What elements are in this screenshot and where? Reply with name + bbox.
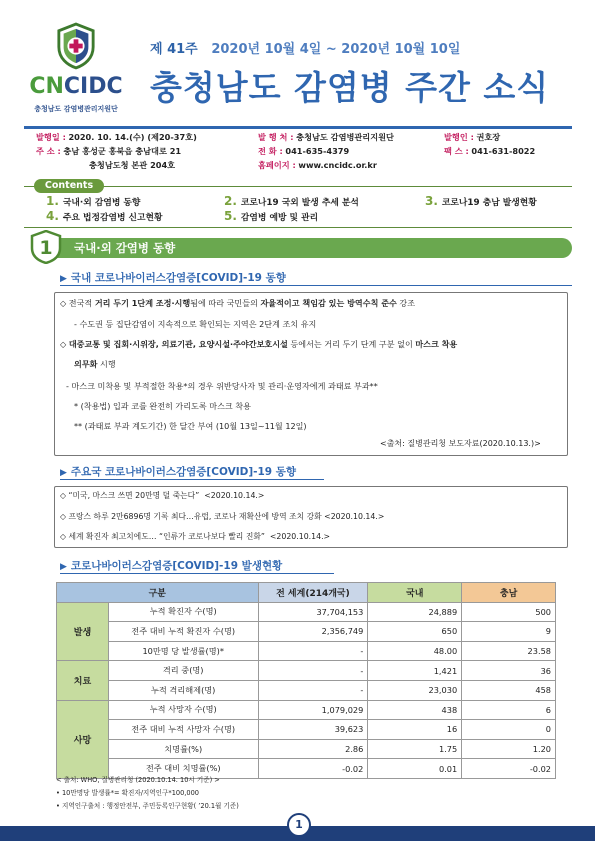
domestic-line-6: * (착용법) 입과 코를 완전히 가리도록 마스크 착용 bbox=[74, 401, 251, 411]
section-number: 1 bbox=[39, 237, 53, 259]
table-row: 10만명 당 발생률(명)* - 48.00 23.58 bbox=[57, 641, 556, 661]
address-line-1: 충남 홍성군 홍북읍 충남대로 21 bbox=[63, 146, 182, 156]
subsection-underline bbox=[60, 573, 334, 574]
group-treatment: 치료 bbox=[57, 661, 109, 700]
table-row: 치명률(%) 2.86 1.75 1.20 bbox=[57, 739, 556, 759]
contents-item-5[interactable]: 5. 감염병 예방 및 관리 bbox=[224, 209, 319, 223]
group-occurrence: 발생 bbox=[57, 602, 109, 661]
covid-status-table bbox=[56, 582, 556, 779]
cncidc-logo bbox=[28, 20, 124, 120]
subsection-underline bbox=[60, 285, 572, 286]
table-row: 전주 대비 누적 확진자 수(명) 2,356,749 650 9 bbox=[57, 622, 556, 642]
table-row: 치료 격리 중(명) - 1,421 36 bbox=[57, 661, 556, 681]
contents-tag: Contents bbox=[34, 179, 104, 193]
issue-line bbox=[150, 38, 460, 57]
info-col-3 bbox=[444, 130, 535, 158]
header-chungnam: 충남 bbox=[462, 583, 556, 603]
fax-number: 041-631-8022 bbox=[471, 146, 536, 156]
issue-date: 2020. 10. 14.(수) (제20-37호) bbox=[68, 132, 197, 142]
homepage-label: 홈페이지 : bbox=[258, 160, 296, 170]
header-domestic: 국내 bbox=[368, 583, 462, 603]
news-item-1[interactable]: ◇ “미국, 마스크 쓰면 20만명 덜 죽는다” <2020.10.14.> bbox=[60, 491, 265, 500]
domestic-line-4: 의무화 시행 bbox=[74, 359, 116, 369]
domestic-line-1: ◇ 전국적 거리 두기 1단계 조정·시행됨에 따라 국민들의 자율적이고 책임감 있는 방역수칙 준수 강조 bbox=[60, 298, 416, 308]
contents-item-4[interactable]: 4. 주요 법정감염병 신고현황 bbox=[46, 209, 163, 223]
group-death: 사망 bbox=[57, 700, 109, 778]
table-row: 발생 누적 확진자 수(명) 37,704,153 24,889 500 bbox=[57, 602, 556, 622]
subsection-domestic-title: ▶ 국내 코로나바이러스감염증[COVID]-19 동향 bbox=[60, 272, 286, 284]
publisher-org-label: 발 행 처 : bbox=[258, 132, 294, 142]
page-title: 충청남도 감염병 주간 소식 bbox=[150, 68, 550, 107]
news-item-3[interactable]: ◇ 세계 확진자 최고치에도… “인류가 코로나보다 빨리 진화” <2020.10.14.> bbox=[60, 532, 331, 541]
table-footnote-source: < 출처: WHO, 질병관리청 (2020.10.14. 10시 기준) > bbox=[56, 776, 220, 784]
info-col-1 bbox=[36, 130, 197, 172]
domestic-line-7: ** (과태료 부과 계도기간) 한 달간 부여 (10월 13일~11월 12일) bbox=[74, 421, 307, 431]
subsection-underline bbox=[60, 479, 324, 480]
logo-subtitle: 충청남도 감염병관리지원단 bbox=[34, 105, 118, 113]
date-range: 2020년 10월 4일 ~ 2020년 10월 10일 bbox=[211, 42, 461, 57]
publisher-name: 권호장 bbox=[476, 132, 501, 142]
contents-item-1[interactable]: 1. 국내·외 감염병 동향 bbox=[46, 194, 141, 208]
news-item-2[interactable]: ◇ 프랑스 하루 2만6896명 기록 최다…유럽, 코로나 재확산에 방역 조치 강화 <2020.10.14.> bbox=[60, 512, 385, 521]
publisher-org: 충청남도 감염병관리지원단 bbox=[296, 132, 394, 142]
phone-label: 전 화 : bbox=[258, 146, 283, 156]
section-number-badge bbox=[30, 230, 62, 264]
homepage-link[interactable]: www.cncidc.or.kr bbox=[298, 160, 377, 170]
address-line-2: 충청남도청 본관 204호 bbox=[89, 160, 176, 170]
publisher-label: 발행인 : bbox=[444, 132, 474, 142]
domestic-line-2: - 수도권 등 집단감염이 지속적으로 확인되는 지역은 2단계 조치 유지 bbox=[74, 319, 317, 329]
table-row: 전주 대비 누적 사망자 수(명) 39,623 16 0 bbox=[57, 720, 556, 740]
table-footnote-population: • 지역인구출처 : 행정안전부, 주민등록인구현황( ’20.1월 기준) bbox=[56, 802, 239, 810]
shield-icon bbox=[56, 22, 96, 70]
logo-wordmark: CNCIDC bbox=[29, 74, 123, 99]
table-row: 전주 대비 치명률(%) -0.02 0.01 -0.02 bbox=[57, 759, 556, 779]
header-divider bbox=[24, 126, 572, 129]
phone-number: 041-635-4379 bbox=[285, 146, 350, 156]
page-number: 1 bbox=[287, 813, 311, 837]
subsection-global-title: ▶ 주요국 코로나바이러스감염증[COVID]-19 동향 bbox=[60, 466, 297, 478]
contents-item-3[interactable]: 3. 코로나19 충남 발생현황 bbox=[425, 194, 537, 208]
domestic-source: <출처: 질병관리청 보도자료(2020.10.13.)> bbox=[380, 439, 541, 448]
table-footnote-rate: • 10만명당 발생률*= 확진자/지역인구*100,000 bbox=[56, 789, 199, 797]
info-col-2 bbox=[258, 130, 394, 172]
address-label: 주 소 : bbox=[36, 146, 61, 156]
triangle-right-icon: ▶ bbox=[60, 562, 67, 572]
subsection-status-title: ▶ 코로나바이러스감염증[COVID]-19 발생현황 bbox=[60, 560, 283, 572]
domestic-line-3: ◇ 대중교통 및 집회·시위장, 의료기관, 요양시설·주야간보호시설 등에서는 거리 두기 단계 구분 없이 마스크 착용 bbox=[60, 339, 458, 349]
issue-date-label: 발행일 : bbox=[36, 132, 66, 142]
table-header-row bbox=[57, 583, 556, 603]
header-world: 전 세계(214개국) bbox=[258, 583, 368, 603]
triangle-right-icon: ▶ bbox=[60, 468, 67, 478]
domestic-line-5: - 마스크 미착용 및 부적절한 착용*의 경우 위반당사자 및 관리·운영자에게 과태료 부과** bbox=[66, 381, 378, 391]
contents-item-2[interactable]: 2. 코로나19 국외 발생 추세 분석 bbox=[224, 194, 359, 208]
triangle-right-icon: ▶ bbox=[60, 274, 67, 284]
issue-number: 제 41주 bbox=[150, 42, 198, 57]
table-row: 사망 누적 사망자 수(명) 1,079,029 438 6 bbox=[57, 700, 556, 720]
table-row: 누적 격리해제(명) - 23,030 458 bbox=[57, 680, 556, 700]
header-category: 구분 bbox=[57, 583, 259, 603]
section-title: 국내·외 감염병 동향 bbox=[74, 241, 176, 255]
fax-label: 팩 스 : bbox=[444, 146, 469, 156]
